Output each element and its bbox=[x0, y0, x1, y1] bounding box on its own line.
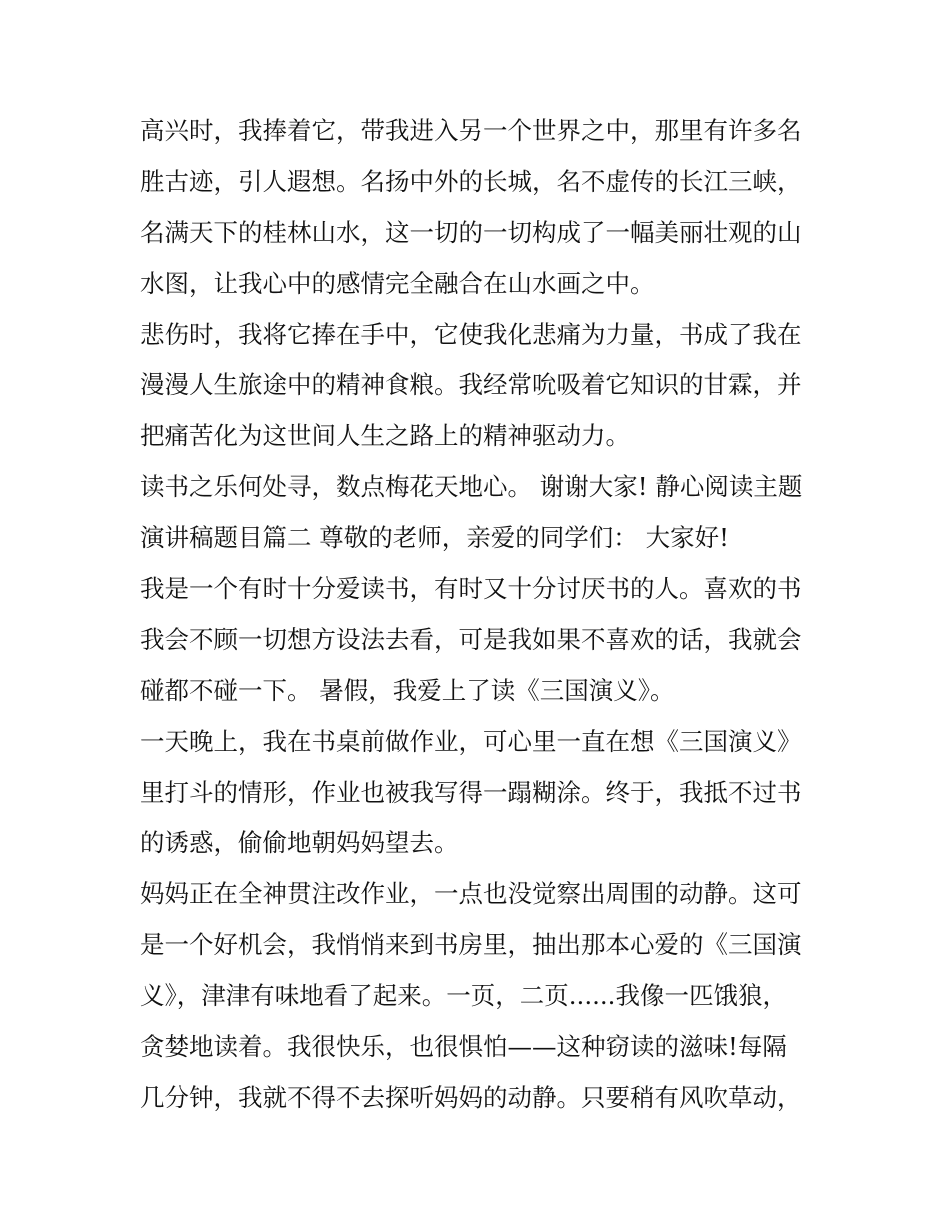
text-line: 名满天下的桂林山水，这一切的一切构成了一幅美丽壮观的山 bbox=[140, 217, 802, 247]
text-line: 我会不顾一切想方设法去看，可是我如果不喜欢的话，我就会 bbox=[140, 624, 802, 654]
text-line: 几分钟，我就不得不去探听妈妈的动静。只要稍有风吹草动， bbox=[140, 1082, 802, 1112]
text-line: 一天晚上，我在书桌前做作业，可心里一直在想《三国演义》 bbox=[140, 726, 802, 756]
text-line: 里打斗的情形，作业也被我写得一蹋糊涂。终于，我抵不过书 bbox=[140, 777, 802, 807]
text-line: 义》，津津有味地看了起来。一页，二页......我像一匹饿狼， bbox=[140, 981, 787, 1011]
text-line: 碰都不碰一下。 暑假，我爱上了读《三国演义》。 bbox=[140, 675, 675, 705]
text-line: 悲伤时，我将它捧在手中，它使我化悲痛为力量，书成了我在 bbox=[140, 319, 802, 349]
text-line: 演讲稿题目篇二 尊敬的老师，亲爱的同学们： 大家好! bbox=[140, 523, 729, 553]
text-line: 读书之乐何处寻，数点梅花天地心。 谢谢大家! 静心阅读主题 bbox=[140, 472, 803, 502]
text-line: 漫漫人生旅途中的精神食粮。我经常吮吸着它知识的甘霖，并 bbox=[140, 370, 802, 400]
text-line: 胜古迹，引人遐想。名扬中外的长城，名不虚传的长江三峡， bbox=[140, 166, 802, 196]
text-line: 的诱惑，偷偷地朝妈妈望去。 bbox=[140, 828, 459, 858]
text-line: 是一个好机会，我悄悄来到书房里，抽出那本心爱的《三国演 bbox=[140, 930, 802, 960]
text-line: 水图，让我心中的感情完全融合在山水画之中。 bbox=[140, 268, 655, 298]
text-line: 妈妈正在全神贯注改作业，一点也没觉察出周围的动静。这可 bbox=[140, 879, 802, 909]
text-line: 把痛苦化为这世间人生之路上的精神驱动力。 bbox=[140, 421, 630, 451]
body-text bbox=[140, 106, 820, 1124]
text-line: 我是一个有时十分爱读书，有时又十分讨厌书的人。喜欢的书 bbox=[140, 574, 802, 604]
text-line: 高兴时，我捧着它，带我进入另一个世界之中，那里有许多名 bbox=[140, 116, 802, 145]
text-line: 贪婪地读着。我很快乐，也很惧怕——这种窃读的滋味!每隔 bbox=[140, 1032, 787, 1062]
